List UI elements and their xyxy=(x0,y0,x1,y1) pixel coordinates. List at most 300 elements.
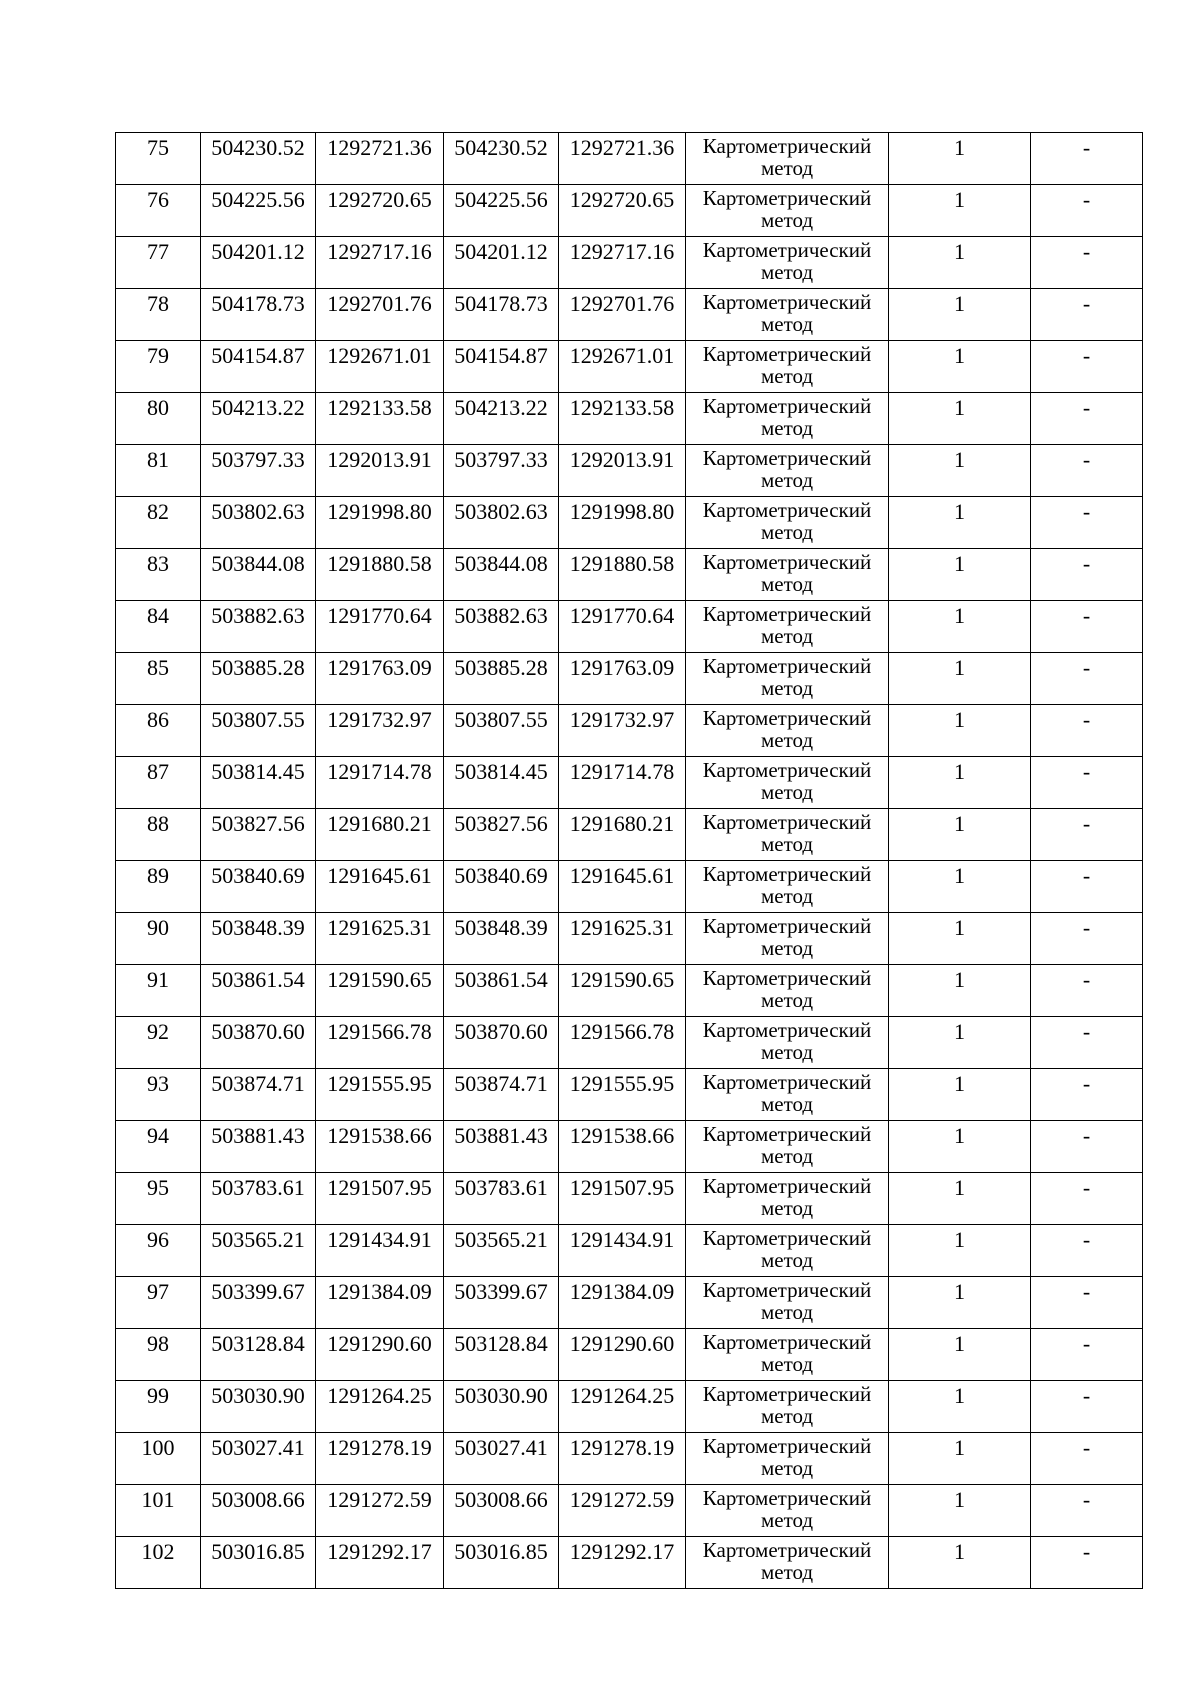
accuracy-cell: 1 xyxy=(889,1069,1031,1121)
description-cell: - xyxy=(1031,1277,1143,1329)
x-new-cell: 504201.12 xyxy=(444,237,559,289)
accuracy-cell: 1 xyxy=(889,1017,1031,1069)
method-text-continued: метод xyxy=(760,1354,814,1376)
description-cell: - xyxy=(1031,1225,1143,1277)
method-text-continued: метод xyxy=(760,210,814,232)
table-row xyxy=(116,965,1143,1017)
table-row xyxy=(116,1225,1143,1277)
y-new-cell: 1291292.17 xyxy=(559,1537,686,1589)
y-existing-cell: 1291434.91 xyxy=(316,1225,444,1277)
accuracy-cell: 1 xyxy=(889,185,1031,237)
table-row xyxy=(116,549,1143,601)
accuracy-cell: 1 xyxy=(889,133,1031,185)
description-cell: - xyxy=(1031,289,1143,341)
method-cell xyxy=(686,1381,889,1433)
table-row xyxy=(116,809,1143,861)
method-text: Картометрический xyxy=(702,342,872,366)
x-new-cell: 503783.61 xyxy=(444,1173,559,1225)
method-cell xyxy=(686,549,889,601)
method-text: Картометрический xyxy=(702,706,872,730)
x-existing-cell: 504178.73 xyxy=(201,289,316,341)
method-cell xyxy=(686,185,889,237)
description-cell: - xyxy=(1031,1121,1143,1173)
description-cell: - xyxy=(1031,1329,1143,1381)
method-cell xyxy=(686,913,889,965)
point-number-cell: 96 xyxy=(116,1225,201,1277)
x-new-cell: 503016.85 xyxy=(444,1537,559,1589)
x-new-cell: 504225.56 xyxy=(444,185,559,237)
description-cell: - xyxy=(1031,133,1143,185)
x-existing-cell: 503027.41 xyxy=(201,1433,316,1485)
y-new-cell: 1291732.97 xyxy=(559,705,686,757)
point-number-cell: 94 xyxy=(116,1121,201,1173)
y-existing-cell: 1291272.59 xyxy=(316,1485,444,1537)
accuracy-cell: 1 xyxy=(889,965,1031,1017)
y-new-cell: 1291272.59 xyxy=(559,1485,686,1537)
method-text-continued: метод xyxy=(760,1510,814,1532)
y-existing-cell: 1291278.19 xyxy=(316,1433,444,1485)
table-body xyxy=(116,133,1143,1589)
x-new-cell: 503870.60 xyxy=(444,1017,559,1069)
x-new-cell: 503844.08 xyxy=(444,549,559,601)
x-new-cell: 503885.28 xyxy=(444,653,559,705)
accuracy-cell: 1 xyxy=(889,237,1031,289)
point-number-cell: 87 xyxy=(116,757,201,809)
accuracy-cell: 1 xyxy=(889,341,1031,393)
x-existing-cell: 504230.52 xyxy=(201,133,316,185)
y-existing-cell: 1291880.58 xyxy=(316,549,444,601)
description-cell: - xyxy=(1031,1069,1143,1121)
x-new-cell: 503797.33 xyxy=(444,445,559,497)
method-text: Картометрический xyxy=(702,1122,872,1146)
point-number-cell: 83 xyxy=(116,549,201,601)
method-text-continued: метод xyxy=(760,262,814,284)
accuracy-cell: 1 xyxy=(889,601,1031,653)
method-text-continued: метод xyxy=(760,626,814,648)
table-row xyxy=(116,133,1143,185)
description-cell: - xyxy=(1031,1485,1143,1537)
method-text: Картометрический xyxy=(702,186,872,210)
method-text-continued: метод xyxy=(760,1562,814,1584)
x-existing-cell: 503874.71 xyxy=(201,1069,316,1121)
method-text: Картометрический xyxy=(702,810,872,834)
x-existing-cell: 504213.22 xyxy=(201,393,316,445)
method-cell xyxy=(686,601,889,653)
y-existing-cell: 1291645.61 xyxy=(316,861,444,913)
method-cell xyxy=(686,1017,889,1069)
y-existing-cell: 1291292.17 xyxy=(316,1537,444,1589)
description-cell: - xyxy=(1031,965,1143,1017)
method-cell xyxy=(686,965,889,1017)
method-text: Картометрический xyxy=(702,446,872,470)
x-new-cell: 503814.45 xyxy=(444,757,559,809)
x-existing-cell: 503881.43 xyxy=(201,1121,316,1173)
x-existing-cell: 503783.61 xyxy=(201,1173,316,1225)
method-text-continued: метод xyxy=(760,1458,814,1480)
method-text-continued: метод xyxy=(760,158,814,180)
point-number-cell: 79 xyxy=(116,341,201,393)
y-existing-cell: 1291763.09 xyxy=(316,653,444,705)
x-existing-cell: 503848.39 xyxy=(201,913,316,965)
method-cell xyxy=(686,809,889,861)
y-new-cell: 1291384.09 xyxy=(559,1277,686,1329)
x-existing-cell: 503844.08 xyxy=(201,549,316,601)
method-cell xyxy=(686,341,889,393)
description-cell: - xyxy=(1031,1537,1143,1589)
method-cell xyxy=(686,393,889,445)
y-new-cell: 1291625.31 xyxy=(559,913,686,965)
point-number-cell: 86 xyxy=(116,705,201,757)
table-row xyxy=(116,757,1143,809)
method-text: Картометрический xyxy=(702,862,872,886)
method-text: Картометрический xyxy=(702,394,872,418)
table-row xyxy=(116,1017,1143,1069)
method-text-continued: метод xyxy=(760,990,814,1012)
x-existing-cell: 503814.45 xyxy=(201,757,316,809)
method-text-continued: метод xyxy=(760,782,814,804)
point-number-cell: 89 xyxy=(116,861,201,913)
x-new-cell: 503881.43 xyxy=(444,1121,559,1173)
point-number-cell: 92 xyxy=(116,1017,201,1069)
method-cell xyxy=(686,1329,889,1381)
table-row xyxy=(116,1381,1143,1433)
y-new-cell: 1292133.58 xyxy=(559,393,686,445)
method-text: Картометрический xyxy=(702,1174,872,1198)
x-new-cell: 503008.66 xyxy=(444,1485,559,1537)
x-existing-cell: 504225.56 xyxy=(201,185,316,237)
description-cell: - xyxy=(1031,1173,1143,1225)
method-text-continued: метод xyxy=(760,522,814,544)
method-text-continued: метод xyxy=(760,1198,814,1220)
accuracy-cell: 1 xyxy=(889,1329,1031,1381)
y-existing-cell: 1291264.25 xyxy=(316,1381,444,1433)
y-existing-cell: 1292701.76 xyxy=(316,289,444,341)
table-row xyxy=(116,1433,1143,1485)
point-number-cell: 95 xyxy=(116,1173,201,1225)
method-text-continued: метод xyxy=(760,938,814,960)
accuracy-cell: 1 xyxy=(889,757,1031,809)
y-new-cell: 1291714.78 xyxy=(559,757,686,809)
x-new-cell: 504178.73 xyxy=(444,289,559,341)
table-row xyxy=(116,1121,1143,1173)
method-text: Картометрический xyxy=(702,134,872,158)
method-text-continued: метод xyxy=(760,314,814,336)
accuracy-cell: 1 xyxy=(889,1173,1031,1225)
table-row xyxy=(116,341,1143,393)
description-cell: - xyxy=(1031,1381,1143,1433)
accuracy-cell: 1 xyxy=(889,1433,1031,1485)
y-new-cell: 1291555.95 xyxy=(559,1069,686,1121)
accuracy-cell: 1 xyxy=(889,705,1031,757)
description-cell: - xyxy=(1031,445,1143,497)
method-text: Картометрический xyxy=(702,1278,872,1302)
accuracy-cell: 1 xyxy=(889,1381,1031,1433)
description-cell: - xyxy=(1031,185,1143,237)
description-cell: - xyxy=(1031,1017,1143,1069)
y-new-cell: 1291566.78 xyxy=(559,1017,686,1069)
point-number-cell: 99 xyxy=(116,1381,201,1433)
y-existing-cell: 1291590.65 xyxy=(316,965,444,1017)
method-text: Картометрический xyxy=(702,1538,872,1562)
y-existing-cell: 1291507.95 xyxy=(316,1173,444,1225)
x-new-cell: 503399.67 xyxy=(444,1277,559,1329)
y-new-cell: 1291770.64 xyxy=(559,601,686,653)
method-text-continued: метод xyxy=(760,886,814,908)
y-new-cell: 1292721.36 xyxy=(559,133,686,185)
x-existing-cell: 503840.69 xyxy=(201,861,316,913)
method-text: Картометрический xyxy=(702,238,872,262)
point-number-cell: 77 xyxy=(116,237,201,289)
x-existing-cell: 503827.56 xyxy=(201,809,316,861)
method-text-continued: метод xyxy=(760,574,814,596)
y-new-cell: 1291680.21 xyxy=(559,809,686,861)
point-number-cell: 75 xyxy=(116,133,201,185)
y-new-cell: 1291763.09 xyxy=(559,653,686,705)
method-text: Картометрический xyxy=(702,602,872,626)
x-new-cell: 503874.71 xyxy=(444,1069,559,1121)
method-cell xyxy=(686,1433,889,1485)
method-text-continued: метод xyxy=(760,366,814,388)
x-new-cell: 504230.52 xyxy=(444,133,559,185)
method-text-continued: метод xyxy=(760,418,814,440)
method-cell xyxy=(686,289,889,341)
coordinates-table xyxy=(115,132,1143,1589)
y-new-cell: 1291538.66 xyxy=(559,1121,686,1173)
description-cell: - xyxy=(1031,757,1143,809)
point-number-cell: 91 xyxy=(116,965,201,1017)
y-existing-cell: 1292671.01 xyxy=(316,341,444,393)
y-new-cell: 1291278.19 xyxy=(559,1433,686,1485)
method-text: Картометрический xyxy=(702,1070,872,1094)
y-new-cell: 1292671.01 xyxy=(559,341,686,393)
x-new-cell: 503807.55 xyxy=(444,705,559,757)
x-existing-cell: 503885.28 xyxy=(201,653,316,705)
y-new-cell: 1291434.91 xyxy=(559,1225,686,1277)
point-number-cell: 97 xyxy=(116,1277,201,1329)
table-row xyxy=(116,1173,1143,1225)
accuracy-cell: 1 xyxy=(889,1537,1031,1589)
x-existing-cell: 503797.33 xyxy=(201,445,316,497)
accuracy-cell: 1 xyxy=(889,809,1031,861)
x-new-cell: 503565.21 xyxy=(444,1225,559,1277)
description-cell: - xyxy=(1031,497,1143,549)
method-text: Картометрический xyxy=(702,1382,872,1406)
method-text: Картометрический xyxy=(702,654,872,678)
table-row xyxy=(116,393,1143,445)
description-cell: - xyxy=(1031,809,1143,861)
y-new-cell: 1292701.76 xyxy=(559,289,686,341)
accuracy-cell: 1 xyxy=(889,549,1031,601)
y-new-cell: 1292013.91 xyxy=(559,445,686,497)
table-row xyxy=(116,289,1143,341)
point-number-cell: 84 xyxy=(116,601,201,653)
x-new-cell: 503027.41 xyxy=(444,1433,559,1485)
table-row xyxy=(116,445,1143,497)
y-existing-cell: 1292013.91 xyxy=(316,445,444,497)
method-cell xyxy=(686,1485,889,1537)
y-existing-cell: 1292720.65 xyxy=(316,185,444,237)
accuracy-cell: 1 xyxy=(889,1225,1031,1277)
table-row xyxy=(116,497,1143,549)
table-row xyxy=(116,1329,1143,1381)
method-cell xyxy=(686,653,889,705)
x-new-cell: 503827.56 xyxy=(444,809,559,861)
method-cell xyxy=(686,445,889,497)
table-row xyxy=(116,1277,1143,1329)
table-row xyxy=(116,185,1143,237)
method-text-continued: метод xyxy=(760,1250,814,1272)
x-new-cell: 503128.84 xyxy=(444,1329,559,1381)
method-cell xyxy=(686,1121,889,1173)
y-new-cell: 1291507.95 xyxy=(559,1173,686,1225)
point-number-cell: 102 xyxy=(116,1537,201,1589)
accuracy-cell: 1 xyxy=(889,445,1031,497)
method-cell xyxy=(686,1225,889,1277)
method-cell xyxy=(686,757,889,809)
method-cell xyxy=(686,1069,889,1121)
x-existing-cell: 504201.12 xyxy=(201,237,316,289)
x-existing-cell: 503870.60 xyxy=(201,1017,316,1069)
accuracy-cell: 1 xyxy=(889,497,1031,549)
x-new-cell: 503840.69 xyxy=(444,861,559,913)
method-text: Картометрический xyxy=(702,758,872,782)
method-cell xyxy=(686,1173,889,1225)
point-number-cell: 76 xyxy=(116,185,201,237)
y-existing-cell: 1292721.36 xyxy=(316,133,444,185)
accuracy-cell: 1 xyxy=(889,861,1031,913)
y-existing-cell: 1291680.21 xyxy=(316,809,444,861)
method-cell xyxy=(686,861,889,913)
point-number-cell: 82 xyxy=(116,497,201,549)
x-existing-cell: 503565.21 xyxy=(201,1225,316,1277)
table-row xyxy=(116,861,1143,913)
method-text-continued: метод xyxy=(760,834,814,856)
table-row xyxy=(116,601,1143,653)
table-row xyxy=(116,653,1143,705)
table-row xyxy=(116,1485,1143,1537)
description-cell: - xyxy=(1031,861,1143,913)
description-cell: - xyxy=(1031,393,1143,445)
y-existing-cell: 1291566.78 xyxy=(316,1017,444,1069)
method-text-continued: метод xyxy=(760,1146,814,1168)
point-number-cell: 90 xyxy=(116,913,201,965)
point-number-cell: 98 xyxy=(116,1329,201,1381)
y-existing-cell: 1291998.80 xyxy=(316,497,444,549)
method-text-continued: метод xyxy=(760,1094,814,1116)
description-cell: - xyxy=(1031,549,1143,601)
accuracy-cell: 1 xyxy=(889,653,1031,705)
y-existing-cell: 1291538.66 xyxy=(316,1121,444,1173)
method-cell xyxy=(686,705,889,757)
accuracy-cell: 1 xyxy=(889,289,1031,341)
x-new-cell: 504154.87 xyxy=(444,341,559,393)
x-new-cell: 503848.39 xyxy=(444,913,559,965)
method-text: Картометрический xyxy=(702,550,872,574)
y-new-cell: 1291264.25 xyxy=(559,1381,686,1433)
x-new-cell: 503882.63 xyxy=(444,601,559,653)
accuracy-cell: 1 xyxy=(889,913,1031,965)
description-cell: - xyxy=(1031,341,1143,393)
point-number-cell: 93 xyxy=(116,1069,201,1121)
method-text: Картометрический xyxy=(702,290,872,314)
method-text: Картометрический xyxy=(702,1226,872,1250)
method-text: Картометрический xyxy=(702,1330,872,1354)
method-text: Картометрический xyxy=(702,1434,872,1458)
point-number-cell: 85 xyxy=(116,653,201,705)
method-cell xyxy=(686,1537,889,1589)
x-existing-cell: 503882.63 xyxy=(201,601,316,653)
y-existing-cell: 1291290.60 xyxy=(316,1329,444,1381)
x-existing-cell: 503399.67 xyxy=(201,1277,316,1329)
method-text-continued: метод xyxy=(760,730,814,752)
method-text-continued: метод xyxy=(760,470,814,492)
y-existing-cell: 1292133.58 xyxy=(316,393,444,445)
point-number-cell: 88 xyxy=(116,809,201,861)
method-text: Картометрический xyxy=(702,966,872,990)
y-new-cell: 1291880.58 xyxy=(559,549,686,601)
method-text-continued: метод xyxy=(760,1302,814,1324)
x-existing-cell: 503861.54 xyxy=(201,965,316,1017)
y-new-cell: 1291998.80 xyxy=(559,497,686,549)
method-cell xyxy=(686,497,889,549)
x-new-cell: 503802.63 xyxy=(444,497,559,549)
description-cell: - xyxy=(1031,1433,1143,1485)
method-cell xyxy=(686,237,889,289)
method-text-continued: метод xyxy=(760,1042,814,1064)
y-new-cell: 1291290.60 xyxy=(559,1329,686,1381)
table-row xyxy=(116,705,1143,757)
y-existing-cell: 1291732.97 xyxy=(316,705,444,757)
description-cell: - xyxy=(1031,653,1143,705)
accuracy-cell: 1 xyxy=(889,1485,1031,1537)
description-cell: - xyxy=(1031,601,1143,653)
y-existing-cell: 1292717.16 xyxy=(316,237,444,289)
x-existing-cell: 503016.85 xyxy=(201,1537,316,1589)
y-new-cell: 1291590.65 xyxy=(559,965,686,1017)
x-new-cell: 503030.90 xyxy=(444,1381,559,1433)
description-cell: - xyxy=(1031,705,1143,757)
accuracy-cell: 1 xyxy=(889,1277,1031,1329)
table-row xyxy=(116,237,1143,289)
method-cell xyxy=(686,1277,889,1329)
table-row xyxy=(116,913,1143,965)
point-number-cell: 100 xyxy=(116,1433,201,1485)
point-number-cell: 80 xyxy=(116,393,201,445)
x-new-cell: 504213.22 xyxy=(444,393,559,445)
method-text-continued: метод xyxy=(760,1406,814,1428)
x-existing-cell: 503030.90 xyxy=(201,1381,316,1433)
description-cell: - xyxy=(1031,237,1143,289)
table-row xyxy=(116,1069,1143,1121)
x-new-cell: 503861.54 xyxy=(444,965,559,1017)
point-number-cell: 78 xyxy=(116,289,201,341)
x-existing-cell: 503128.84 xyxy=(201,1329,316,1381)
point-number-cell: 101 xyxy=(116,1485,201,1537)
y-existing-cell: 1291555.95 xyxy=(316,1069,444,1121)
table-row xyxy=(116,1537,1143,1589)
method-cell xyxy=(686,133,889,185)
y-new-cell: 1292720.65 xyxy=(559,185,686,237)
y-existing-cell: 1291770.64 xyxy=(316,601,444,653)
method-text-continued: метод xyxy=(760,678,814,700)
x-existing-cell: 503807.55 xyxy=(201,705,316,757)
method-text: Картометрический xyxy=(702,1486,872,1510)
y-new-cell: 1292717.16 xyxy=(559,237,686,289)
y-existing-cell: 1291625.31 xyxy=(316,913,444,965)
x-existing-cell: 503802.63 xyxy=(201,497,316,549)
method-text: Картометрический xyxy=(702,498,872,522)
method-text: Картометрический xyxy=(702,1018,872,1042)
